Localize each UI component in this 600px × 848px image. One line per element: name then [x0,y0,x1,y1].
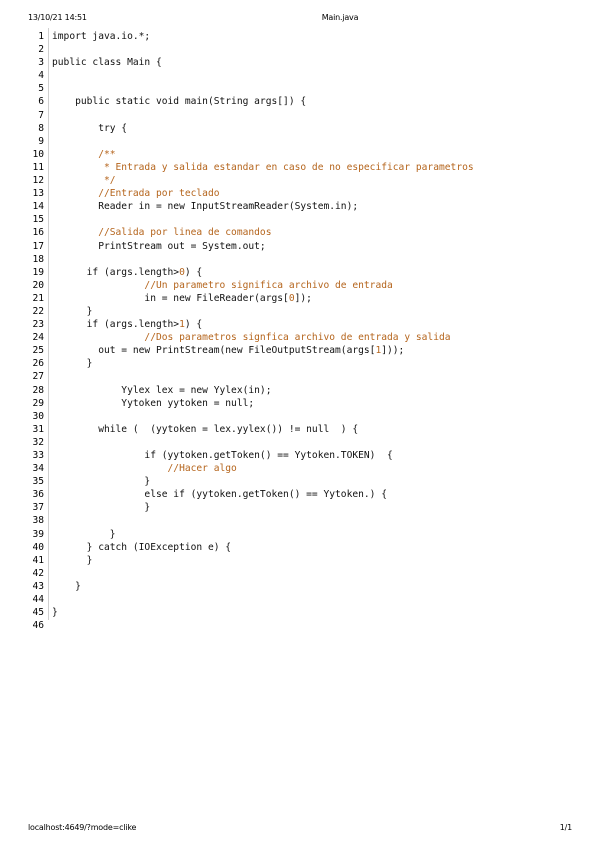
line-number: 42 [32,567,44,579]
footer-url: localhost:4649/?mode=clike [28,823,137,832]
code-text: in = new FileReader(args[0]); [52,292,312,304]
line-number: 27 [32,371,44,383]
code-text: */ [52,175,116,187]
line-number: 33 [32,450,44,461]
code-line [0,357,600,370]
line-number: 39 [32,528,44,540]
line-number: 31 [32,423,44,435]
line-number: 10 [32,148,44,160]
line-number: 4 [38,70,44,82]
code-text: Reader in = new InputStreamReader(System.in); [52,201,359,213]
line-number: 21 [32,292,44,304]
line-number: 29 [32,397,44,409]
code-line [0,161,600,174]
code-text: } [52,554,93,566]
code-text: else if (yytoken.getToken() == Yytoken.) { [52,489,388,501]
code-text: } [52,528,116,540]
line-number: 19 [32,266,44,278]
line-number: 17 [32,240,44,252]
code-line [0,305,600,318]
code-text: } [52,580,81,592]
code-line [0,187,600,200]
code-text: try { [52,122,128,134]
code-text: } [52,476,151,488]
code-text: } [52,305,93,317]
line-number: 13 [32,188,44,200]
code-text: * Entrada y salida estandar en caso de no especificar parametros [52,161,474,173]
code-line [0,240,600,253]
code-text: out = new PrintStream(new FileOutputStream(args[1])); [52,345,405,357]
code-line [0,56,600,69]
code-line [0,528,600,541]
code-line [0,449,600,462]
code-text: PrintStream out = System.out; [52,240,266,252]
code-line [0,95,600,108]
code-line [0,410,600,423]
line-number: 34 [32,463,44,475]
code-line [0,384,600,397]
code-line [0,226,600,239]
code-text: Yylex lex = new Yylex(in); [52,384,272,396]
code-line [0,580,600,593]
line-number: 3 [38,57,44,69]
code-text: while ( (yytoken = lex.yylex()) != null ) { [52,423,359,435]
code-text: } [52,607,58,619]
code-line [0,423,600,436]
line-number: 44 [32,594,44,606]
code-text: } [52,502,151,514]
code-text: public static void main(String args[]) { [52,96,307,108]
line-number: 28 [32,384,44,396]
line-number: 14 [32,201,44,213]
line-number: 22 [32,305,44,317]
code-line [0,501,600,514]
line-number: 1 [38,31,44,42]
code-text: //Dos parametros signfica archivo de entrada y salida [52,332,451,344]
line-number: 40 [32,541,44,553]
code-line [0,318,600,331]
line-number: 12 [32,175,44,187]
line-number: 45 [32,607,44,619]
code-line [0,292,600,305]
code-line [0,266,600,279]
code-text: public class Main { [52,57,162,69]
code-text: } [52,358,93,370]
code-line [0,488,600,501]
code-line [0,148,600,161]
line-number: 5 [38,83,44,95]
line-number: 2 [38,44,44,56]
code-line [0,514,600,527]
code-line [0,30,600,43]
code-line [0,253,600,266]
line-number: 9 [38,135,44,147]
line-number: 8 [38,122,44,134]
code-line [0,344,600,357]
code-text: import java.io.*; [52,31,151,42]
line-number: 41 [32,554,44,566]
code-line [0,397,600,410]
line-number: 23 [32,319,44,331]
code-line [0,135,600,148]
line-number: 30 [32,410,44,422]
page-number: 1/1 [559,823,572,832]
code-text: //Entrada por teclado [52,188,220,200]
code-line [0,109,600,122]
line-number: 24 [32,332,44,344]
line-number: 6 [38,96,44,108]
line-number: 11 [32,161,44,173]
code-line [0,606,600,619]
code-line [0,567,600,580]
line-number: 37 [32,502,44,514]
code-line [0,43,600,56]
line-number: 20 [32,279,44,291]
code-listing [0,30,600,632]
code-line [0,593,600,606]
code-line [0,331,600,344]
line-number: 26 [32,358,44,370]
code-line [0,200,600,213]
line-number: 36 [32,489,44,501]
code-text: Yytoken yytoken = null; [52,397,255,409]
code-text: if (args.length>0) { [52,266,203,278]
code-line [0,213,600,226]
code-line [0,462,600,475]
code-line [0,436,600,449]
code-line [0,619,600,632]
document-title: Main.java [321,13,359,22]
code-line [0,82,600,95]
code-line [0,279,600,292]
code-text: if (yytoken.getToken() == Yytoken.TOKEN) { [52,450,393,461]
code-line [0,370,600,383]
line-number: 38 [32,515,44,527]
code-text: //Salida por linea de comandos [52,227,272,239]
print-datetime: 13/10/21 14:51 [28,13,87,22]
code-line [0,475,600,488]
code-line [0,69,600,82]
code-text: } catch (IOException e) { [52,541,232,553]
code-line [0,122,600,135]
line-number: 43 [32,580,44,592]
code-text: //Un parametro significa archivo de entrada [52,279,393,291]
line-number: 15 [32,214,44,226]
code-text: if (args.length>1) { [52,319,203,331]
code-text: //Hacer algo [52,463,237,475]
code-line [0,554,600,567]
line-number: 46 [32,620,44,632]
line-number: 16 [32,227,44,239]
line-number: 35 [32,476,44,488]
line-number: 25 [32,345,44,357]
code-line [0,541,600,554]
line-number: 32 [32,436,44,448]
line-number: 18 [32,253,44,265]
code-text: /** [52,148,116,160]
code-line [0,174,600,187]
line-number: 7 [38,109,44,121]
